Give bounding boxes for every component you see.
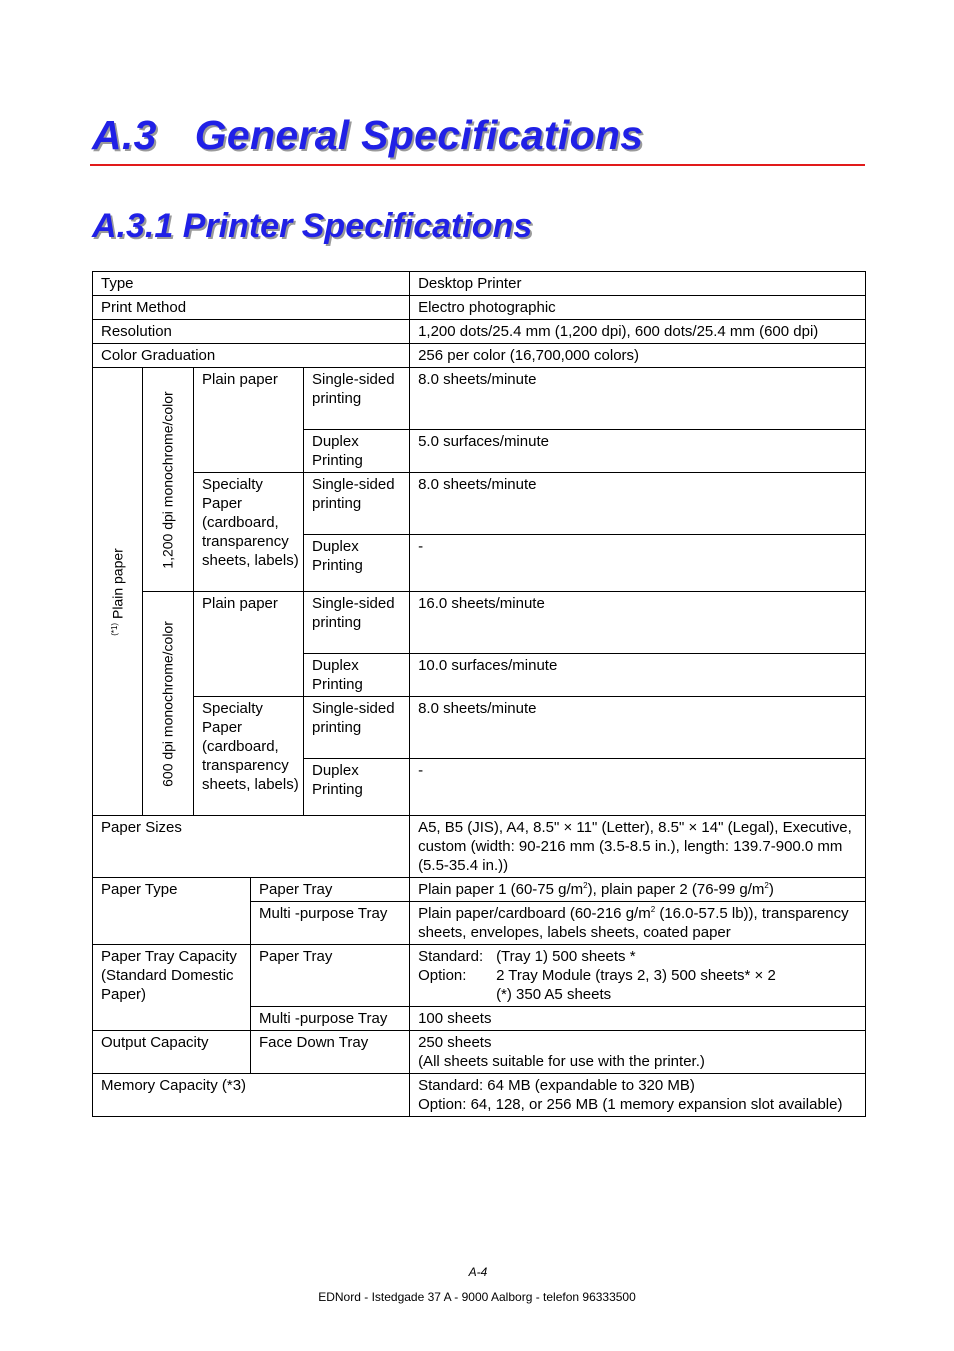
output-capacity-value: 250 sheets (All sheets suitable for use with the printer.) bbox=[410, 1031, 866, 1074]
print-mode-label: Duplex Printing bbox=[304, 535, 410, 592]
table-row bbox=[93, 697, 866, 759]
paper-type-multi-label: Multi -purpose Tray bbox=[251, 902, 410, 945]
speed-value: - bbox=[410, 759, 866, 816]
section-number: A.3 bbox=[92, 112, 157, 158]
table-row bbox=[93, 272, 866, 296]
section-title: General Specifications bbox=[194, 112, 644, 158]
mode-label-1200-text: 1,200 dpi monochrome/color bbox=[159, 390, 176, 569]
table-row bbox=[93, 816, 866, 878]
table-row bbox=[93, 320, 866, 344]
paper-type-multi-value: Plain paper/cardboard (60-216 $g/m^2$ (16.0-57.5 lb)), transparency sheets, envelopes, labels sheets, coated paper bbox=[410, 902, 866, 945]
mode-label-600-text: 600 dpi monochrome/color bbox=[159, 620, 176, 787]
mode-label-600 bbox=[143, 592, 194, 816]
output-capacity-sublabel: Face Down Tray bbox=[251, 1031, 410, 1074]
table-row bbox=[93, 344, 866, 368]
output-capacity-label: Output Capacity bbox=[93, 1031, 251, 1074]
speed-value: 8.0 sheets/minute bbox=[410, 368, 866, 430]
type-label: Type bbox=[93, 272, 410, 296]
print-mode-label: Duplex Printing bbox=[304, 654, 410, 697]
table-row bbox=[93, 1031, 866, 1074]
paper-type-tray-label: Paper Tray bbox=[251, 878, 410, 902]
paper-sizes-value: A5, B5 (JIS), A4, 8.5" × 11" (Letter), 8.5" × 14" (Legal), Executive, custom (width: 90-216 mm (3.5-8.5 in.), length: 139.7-900.0 mm (5.5-35.4 in.)) bbox=[410, 816, 866, 878]
table-row bbox=[93, 296, 866, 320]
paper-sizes-label: Paper Sizes bbox=[93, 816, 410, 878]
print-mode-label: Single-sided printing bbox=[304, 592, 410, 654]
table-row bbox=[93, 592, 866, 654]
speed-value: 16.0 sheets/minute bbox=[410, 592, 866, 654]
speed-value: 5.0 surfaces/minute bbox=[410, 430, 866, 473]
section-heading bbox=[92, 112, 643, 159]
print-mode-label: Single-sided printing bbox=[304, 368, 410, 430]
paper-label: Specialty Paper (cardboard, transparency sheets, labels) bbox=[194, 697, 304, 816]
speed-group-text: Plain paper bbox=[109, 547, 125, 623]
table-row bbox=[93, 1074, 866, 1117]
mode-label-1200 bbox=[143, 368, 194, 592]
memory-capacity-label: Memory Capacity (*3) bbox=[93, 1074, 410, 1117]
print-method-value: Electro photographic bbox=[410, 296, 866, 320]
paper-type-tray-value: Plain paper 1 (60-75 $g/m^2$), plain paper 2 (76-99 $g/m^2$) bbox=[410, 878, 866, 902]
page-footer: EDNord - Istedgade 37 A - 9000 Aalborg - telefon 96333500 bbox=[318, 1290, 636, 1304]
color-graduation-value: 256 per color (16,700,000 colors) bbox=[410, 344, 866, 368]
table-row bbox=[93, 878, 866, 902]
table-row bbox=[93, 473, 866, 535]
print-mode-label: Single-sided printing bbox=[304, 697, 410, 759]
memory-capacity-value: Standard: 64 MB (expandable to 320 MB) Option: 64, 128, or 256 MB (1 memory expansion slot available) bbox=[410, 1074, 866, 1117]
tray-capacity-tray-label: Paper Tray bbox=[251, 945, 410, 1007]
tray-capacity-multi-label: Multi -purpose Tray bbox=[251, 1007, 410, 1031]
resolution-value: 1,200 dots/25.4 mm (1,200 dpi), 600 dots/25.4 mm (600 dpi) bbox=[410, 320, 866, 344]
print-mode-label: Duplex Printing bbox=[304, 430, 410, 473]
tray-capacity-tray-value: Standard: (Tray 1) 500 sheets * Option: 2 Tray Module (trays 2, 3) 500 sheets* × 2 (*) 350 A5 sheets bbox=[410, 945, 866, 1007]
page-number: A-4 bbox=[468, 1265, 488, 1279]
footnote-mark: (*1) bbox=[109, 622, 119, 636]
resolution-label: Resolution bbox=[93, 320, 410, 344]
tray-capacity-multi-value: 100 sheets bbox=[410, 1007, 866, 1031]
print-mode-label: Duplex Printing bbox=[304, 759, 410, 816]
speed-value: 10.0 surfaces/minute bbox=[410, 654, 866, 697]
color-graduation-label: Color Graduation bbox=[93, 344, 410, 368]
paper-type-label: Paper Type bbox=[93, 878, 251, 945]
spec-table bbox=[92, 271, 866, 1117]
print-method-label: Print Method bbox=[93, 296, 410, 320]
paper-label: Plain paper bbox=[194, 368, 304, 473]
table-row bbox=[93, 945, 866, 1007]
type-value: Desktop Printer bbox=[410, 272, 866, 296]
table-row bbox=[93, 368, 866, 430]
tray-capacity-label: Paper Tray Capacity (Standard Domestic Paper) bbox=[93, 945, 251, 1031]
paper-label: Specialty Paper (cardboard, transparency sheets, labels) bbox=[194, 473, 304, 592]
speed-value: 8.0 sheets/minute bbox=[410, 473, 866, 535]
speed-group-label bbox=[93, 368, 143, 816]
heading-rule bbox=[90, 164, 865, 166]
speed-value: - bbox=[410, 535, 866, 592]
subsection-heading: A.3.1 Printer Specifications bbox=[92, 207, 533, 245]
speed-value: 8.0 sheets/minute bbox=[410, 697, 866, 759]
print-mode-label: Single-sided printing bbox=[304, 473, 410, 535]
paper-label: Plain paper bbox=[194, 592, 304, 697]
